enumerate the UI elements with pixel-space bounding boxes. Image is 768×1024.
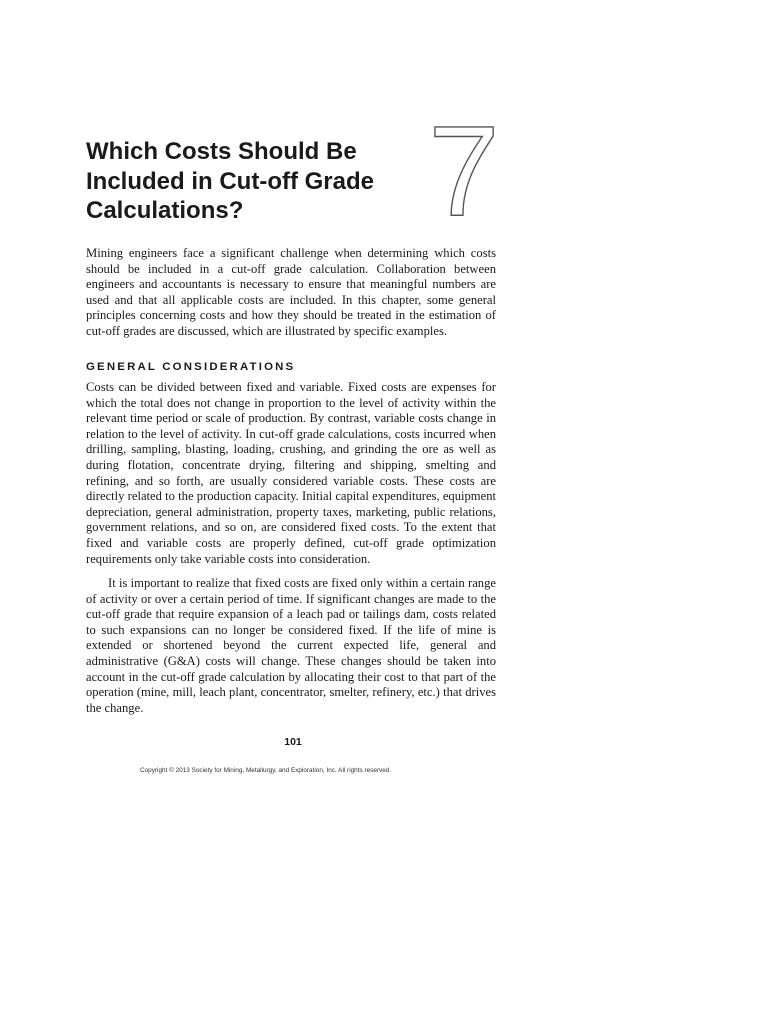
intro-paragraph: Mining engineers face a significant challenge when determining which costs should be included in a cut-off grade calculation. Collaboration between engineers and accountants is necessary to ensure that meaningful numbers are used and that all applicable costs are included. In this chapter, some general principles concerning costs and how they should be treated in the estimation of cut-off grades are discussed, which are illustrated by specific examples. <box>86 246 496 338</box>
body-paragraph: Costs can be divided between fixed and variable. Fixed costs are expenses for which the total does not change in proportion to the level of activity within the relevant time period or scale of production. By contrast, variable costs change in relation to the level of activity. In cut-off grade calculations, costs incurred when drilling, sampling, blasting, loading, crushing, and grinding the ore as well as during flotation, concentrate drying, filtering and shipping, smelting and refining, and so forth, are usually considered variable costs. These costs are directly related to the production capacity. Initial capital expenditures, equipment depreciation, general administration, property taxes, marketing, public relations, government relations, and so on, are considered fixed costs. To the extent that fixed and variable costs are properly defined, cut-off grade optimization requirements only take variable costs into consideration. <box>86 380 496 566</box>
section-heading: GENERAL CONSIDERATIONS <box>86 361 296 373</box>
chapter-number: 7 <box>428 100 500 243</box>
body-paragraph: It is important to realize that fixed costs are fixed only within a certain range of activity or over a certain period of time. If significant changes are made to the cut-off grade that require expansion of a leach pad or tailings dam, costs related to such expansions can no longer be considered fixed. If the life of mine is extended or shortened beyond the current expected life, general and administrative (G&A) costs will change. These changes should be taken into account in the cut-off grade calculation by allocating their cost to that part of the operation (mine, mill, leach plant, concentrator, smelter, refinery, etc.) that drives the change. <box>86 576 496 715</box>
chapter-title: Which Costs Should Be Included in Cut-off Grade Calculations? <box>86 138 374 224</box>
page-number: 101 <box>284 736 302 748</box>
copyright-notice: Copyright © 2013 Society for Mining, Metallurgy, and Exploration, Inc. All rights reserved. <box>140 767 392 774</box>
